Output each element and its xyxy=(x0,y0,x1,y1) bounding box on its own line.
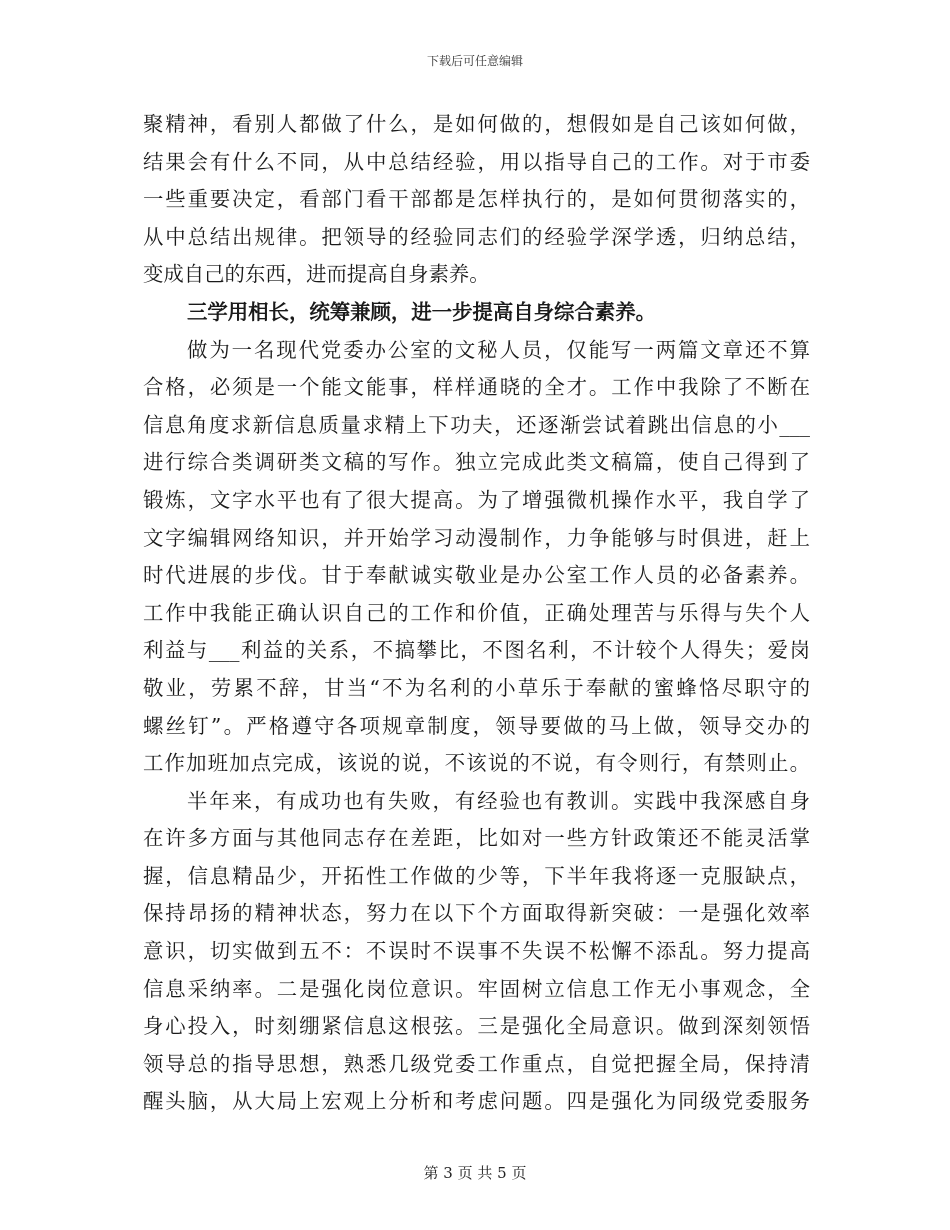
text-line: 工作中我能正确认识自己的工作和价值，正确处理苦与乐得与失个人 xyxy=(143,600,810,625)
text-line: 信息采纳率。二是强化岗位意识。牢固树立信息工作无小事观念，全 xyxy=(143,976,810,1001)
text-line: 工作加班加点完成，该说的说，不该说的不说，有令则行，有禁则止。 xyxy=(143,751,810,776)
text-line: 文字编辑网络知识，并开始学习动漫制作，力争能够与时俱进，赶上 xyxy=(143,525,810,550)
text-line: 合格，必须是一个能文能事，样样通晓的全才。工作中我除了不断在 xyxy=(143,375,810,400)
text-line: 半年来，有成功也有失败，有经验也有教训。实践中我深感自身 xyxy=(187,788,810,813)
text-line: 结果会有什么不同，从中总结经验，用以指导自己的工作。对于市委 xyxy=(143,149,810,174)
document-body xyxy=(143,106,810,1121)
text-line: 变成自己的东西，进而提高自身素养。 xyxy=(143,262,490,287)
text-line: 从中总结出规律。把领导的经验同志们的经验学深学透，归纳总结， xyxy=(143,224,810,249)
text-line: 时代进展的步伐。甘于奉献诚实敬业是办公室工作人员的必备素养。 xyxy=(143,563,810,588)
text-line: 握，信息精品少，开拓性工作做的少等，下半年我将逐一克服缺点， xyxy=(143,863,810,888)
text-line: 敬业，劳累不辞，甘当“不为名利的小草乐于奉献的蜜蜂恪尽职守的 xyxy=(143,675,810,700)
text-line: 在许多方面与其他同志存在差距，比如对一些方针政策还不能灵活掌 xyxy=(143,826,810,851)
text-line: 身心投入，时刻绷紧信息这根弦。三是强化全局意识。做到深刻领悟 xyxy=(143,1014,810,1039)
page-header: 下载后可任意编辑 xyxy=(426,54,523,68)
text-line: 锻炼，文字水平也有了很大提高。为了增强微机操作水平，我自学了 xyxy=(143,487,810,512)
text-line: 意识，切实做到五不：不误时不误事不失误不松懈不添乱。努力提高 xyxy=(143,939,810,964)
text-line: 聚精神，看别人都做了什么，是如何做的，想假如是自己该如何做， xyxy=(143,112,810,136)
text-line: 醒头脑，从大局上宏观上分析和考虑问题。四是强化为同级党委服务 xyxy=(143,1089,810,1114)
section-heading: 三学用相长，统筹兼顾，进一步提高自身综合素养。 xyxy=(187,299,656,324)
page-number: 第 3 页 共 5 页 xyxy=(423,1164,527,1182)
text-line: 做为一名现代党委办公室的文秘人员，仅能写一两篇文章还不算 xyxy=(187,337,810,362)
text-line: 利益与___利益的关系，不搞攀比，不图名利，不计较个人得失；爱岗 xyxy=(143,638,810,663)
text-line: 螺丝钉”。严格遵守各项规章制度，领导要做的马上做，领导交办的 xyxy=(143,713,810,738)
text-line: 一些重要决定，看部门看干部都是怎样执行的，是如何贯彻落实的， xyxy=(143,187,810,212)
text-line: 进行综合类调研类文稿的写作。独立完成此类文稿篇，使自己得到了 xyxy=(143,450,810,475)
text-line: 信息角度求新信息质量求精上下功夫，还逐渐尝试着跳出信息的小___ xyxy=(143,412,810,437)
text-line: 领导总的指导思想，熟悉几级党委工作重点，自觉把握全局，保持清 xyxy=(143,1051,810,1076)
text-line: 保持昂扬的精神状态，努力在以下个方面取得新突破：一是强化效率 xyxy=(143,901,810,926)
